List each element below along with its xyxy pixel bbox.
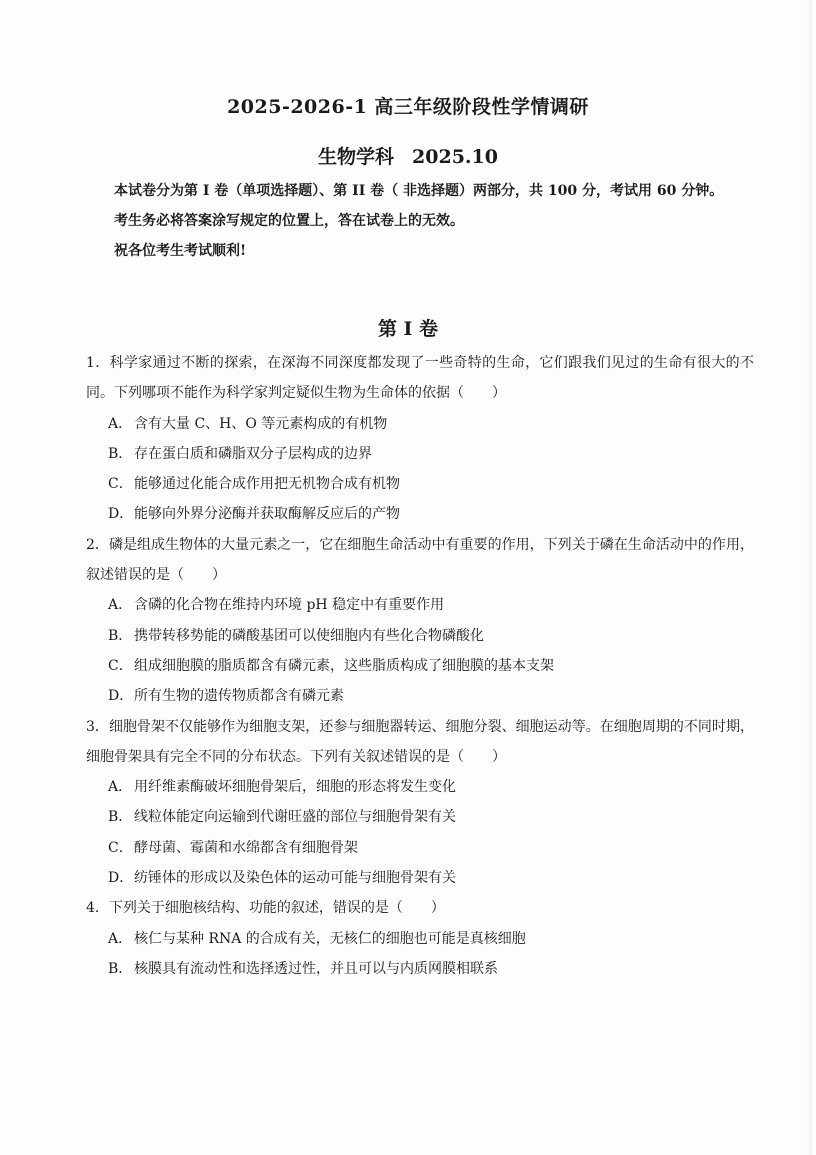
- option-text: 含磷的化合物在维持内环境 pH 稳定中有重要作用: [134, 597, 445, 614]
- option-text: 携带转移势能的磷酸基团可以使细胞内有些化合物磷酸化: [134, 627, 484, 644]
- subject-label: 生物学科: [318, 146, 395, 168]
- option-list: [86, 924, 754, 985]
- option-text: 组成细胞膜的脂质都含有磷元素，这些脂质构成了细胞膜的基本支架: [134, 657, 554, 674]
- option-letter: C．: [108, 657, 133, 674]
- option-text: 能够向外界分泌酶并获取酶解反应后的产物: [134, 506, 400, 523]
- question-text: 科学家通过不断的探索，在深海不同深度都发现了一些奇特的生命，它们跟我们见过的生命有很大的不同。下列哪项不能作为科学家判定疑似生物为生命体的依据（ ）: [86, 355, 754, 402]
- option-letter: A．: [108, 597, 133, 614]
- question-number: 2．: [86, 536, 109, 553]
- option-letter: A．: [108, 415, 133, 432]
- exam-title: 2025-2026-1 高三年级阶段性学情调研: [227, 96, 589, 118]
- question-3: [86, 712, 754, 894]
- option-b: [86, 439, 754, 469]
- option-list: [86, 772, 754, 893]
- option-letter: B．: [108, 445, 133, 462]
- instruction-paper-structure: 本试卷分为第 I 卷（单项选择题）、第 II 卷（ 非选择题）两部分，共 100 分，考试用 60 分钟。: [114, 183, 724, 199]
- option-letter: D．: [108, 688, 134, 705]
- option-d: [86, 499, 754, 529]
- option-letter: D．: [108, 870, 134, 887]
- option-text: 核仁与某种 RNA 的合成有关，无核仁的细胞也可能是真核细胞: [134, 930, 526, 947]
- option-a: [86, 772, 754, 802]
- option-a: [86, 924, 754, 954]
- option-letter: B．: [108, 809, 133, 826]
- option-letter: C．: [108, 839, 133, 856]
- section-title: 第 I 卷: [377, 318, 439, 340]
- option-letter: D．: [108, 506, 134, 523]
- question-stem: [86, 530, 754, 591]
- instruction-good-luck: 祝各位考生考试顺利!: [114, 243, 247, 259]
- option-c: [86, 651, 754, 681]
- option-a: [86, 409, 754, 439]
- option-letter: A．: [108, 930, 133, 947]
- question-text: 细胞骨架不仅能够作为细胞支架，还参与细胞器转运、细胞分裂、细胞运动等。在细胞周期的不同时期，细胞骨架具有完全不同的分布状态。下列有关叙述错误的是（ ）: [86, 718, 754, 765]
- option-text: 酵母菌、霉菌和水绵都含有细胞骨架: [134, 839, 358, 856]
- option-text: 核膜具有流动性和选择透过性，并且可以与内质网膜相联系: [134, 960, 498, 977]
- option-c: [86, 833, 754, 863]
- scan-edge-shadow: [806, 0, 812, 1155]
- option-list: [86, 409, 754, 530]
- option-letter: B．: [108, 627, 133, 644]
- option-text: 线粒体能定向运输到代谢旺盛的部位与细胞骨架有关: [134, 809, 456, 826]
- question-number: 4．: [86, 900, 109, 917]
- option-b: [86, 802, 754, 832]
- question-stem: [86, 712, 754, 773]
- question-4: [86, 893, 754, 984]
- option-text: 含有大量 C、H、O 等元素构成的有机物: [134, 415, 388, 432]
- option-text: 存在蛋白质和磷脂双分子层构成的边界: [134, 445, 372, 462]
- question-stem: [86, 348, 754, 409]
- exam-subtitle: [0, 142, 816, 169]
- option-a: [86, 590, 754, 620]
- option-letter: C．: [108, 476, 133, 493]
- question-1: [86, 348, 754, 530]
- option-text: 能够通过化能合成作用把无机物合成有机物: [134, 476, 400, 493]
- option-letter: A．: [108, 779, 133, 796]
- exam-instructions: [86, 176, 754, 266]
- question-number: 1．: [86, 355, 110, 371]
- option-b: [86, 621, 754, 651]
- option-list: [86, 590, 754, 711]
- option-c: [86, 469, 754, 499]
- question-stem: [86, 893, 754, 923]
- question-text: 下列关于细胞核结构、功能的叙述，错误的是（ ）: [108, 900, 445, 917]
- instruction-answer-sheet: 考生务必将答案涂写规定的位置上，答在试卷上的无效。: [114, 213, 464, 229]
- option-text: 所有生物的遗传物质都含有磷元素: [134, 688, 344, 705]
- question-number: 3．: [86, 718, 109, 735]
- question-2: [86, 530, 754, 712]
- option-text: 用纤维素酶破坏细胞骨架后，细胞的形态将发生变化: [134, 779, 456, 796]
- option-letter: B．: [108, 960, 133, 977]
- exam-date: 2025.10: [412, 146, 498, 168]
- question-text: 磷是组成生物体的大量元素之一，它在细胞生命活动中有重要的作用，下列关于磷在生命活动中的作用，叙述错误的是（ ）: [86, 536, 754, 584]
- option-b: [86, 954, 754, 984]
- option-d: [86, 681, 754, 711]
- option-text: 纺锤体的形成以及染色体的运动可能与细胞骨架有关: [134, 870, 456, 887]
- option-d: [86, 863, 754, 893]
- question-list: [86, 348, 754, 984]
